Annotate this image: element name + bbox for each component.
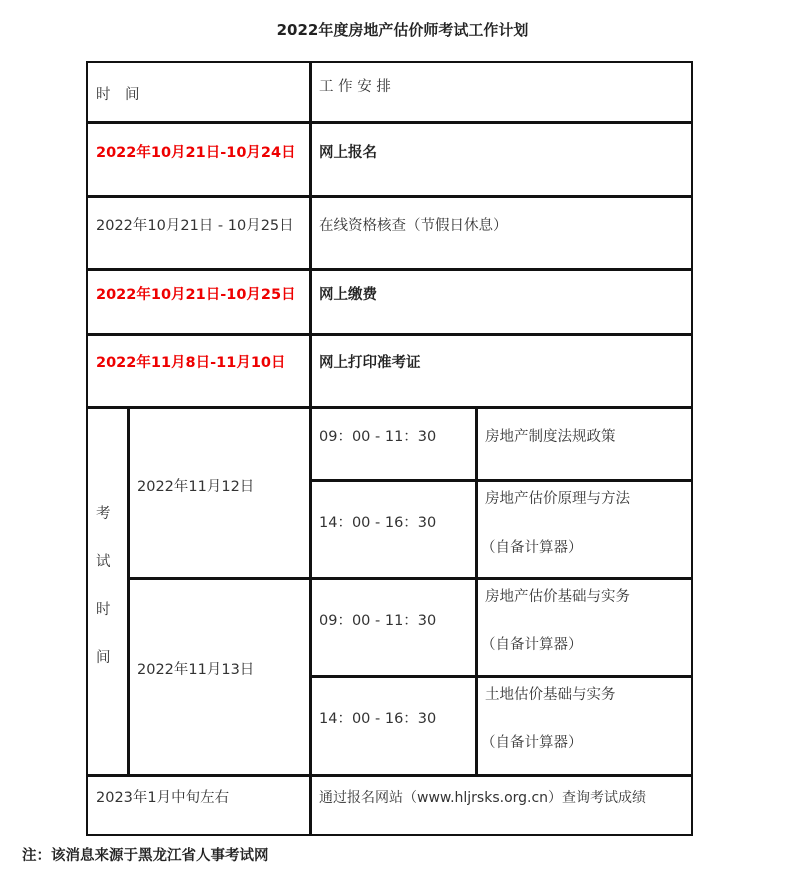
session-note: （自备计算器）: [481, 735, 583, 751]
row-date: 2022年10月21日-10月24日: [96, 145, 296, 161]
header-time: [86, 61, 312, 124]
row-task-cell: [309, 121, 693, 198]
session-time-text: 09：00 - 11：30: [319, 429, 437, 445]
session-time: [309, 577, 478, 678]
row-task-cell: [309, 268, 693, 336]
source-note: 注：该消息来源于黑龙江省人事考试网: [22, 848, 269, 864]
final-task-cell: [309, 774, 693, 836]
session-note: （自备计算器）: [481, 637, 583, 653]
exam-label-char: 考: [96, 506, 111, 522]
session-subject: [475, 406, 693, 482]
final-date: 2023年1月中旬左右: [96, 790, 230, 806]
exam-label-text: [96, 490, 112, 682]
row-task: 网上打印准考证: [319, 355, 421, 371]
header-work: [309, 61, 693, 124]
session-subject: [475, 577, 693, 678]
final-row: [86, 774, 312, 836]
session-subject-text: 房地产估价原理与方法: [485, 491, 630, 507]
session-time-text: 14：00 - 16：30: [319, 711, 437, 727]
row-task: 在线资格核查（节假日休息）: [319, 218, 508, 234]
session-time-text: 09：00 - 11：30: [319, 613, 437, 629]
header-work-label: 工 作 安 排: [319, 79, 391, 95]
exam-label-char: 时: [96, 602, 111, 618]
exam-day: [127, 406, 312, 580]
session-time-text: 14：00 - 16：30: [319, 515, 437, 531]
row-task-cell: [309, 333, 693, 409]
row-date: 2022年10月21日-10月25日: [96, 287, 296, 303]
table-row: [86, 121, 312, 198]
table-row: [86, 195, 312, 271]
header-time-label: 时 间: [96, 87, 140, 103]
row-task-cell: [309, 195, 693, 271]
session-time: [309, 406, 478, 482]
session-subject: [475, 675, 693, 777]
exam-time-label: [86, 406, 130, 777]
table-row: [86, 268, 312, 336]
exam-date: 2022年11月13日: [137, 662, 255, 678]
row-date: 2022年11月8日-11月10日: [96, 355, 286, 371]
exam-label-char: 试: [96, 554, 111, 570]
session-note: （自备计算器）: [481, 540, 583, 556]
row-date: 2022年10月21日 - 10月25日: [96, 218, 294, 234]
session-subject: [475, 479, 693, 580]
exam-date: 2022年11月12日: [137, 479, 255, 495]
session-subject-text: 房地产估价基础与实务: [485, 589, 630, 605]
session-time: [309, 675, 478, 777]
row-task: 网上缴费: [319, 287, 377, 303]
table-row: [86, 333, 312, 409]
final-task: 通过报名网站（www.hljrsks.org.cn）查询考试成绩: [319, 790, 647, 806]
session-subject-text: 土地估价基础与实务: [485, 687, 616, 703]
page-title: 2022年度房地产估价师考试工作计划: [276, 21, 529, 39]
exam-label-char: 间: [96, 650, 111, 666]
session-subject-text: 房地产制度法规政策: [485, 429, 616, 445]
row-task: 网上报名: [319, 145, 377, 161]
session-time: [309, 479, 478, 580]
exam-day: [127, 577, 312, 777]
